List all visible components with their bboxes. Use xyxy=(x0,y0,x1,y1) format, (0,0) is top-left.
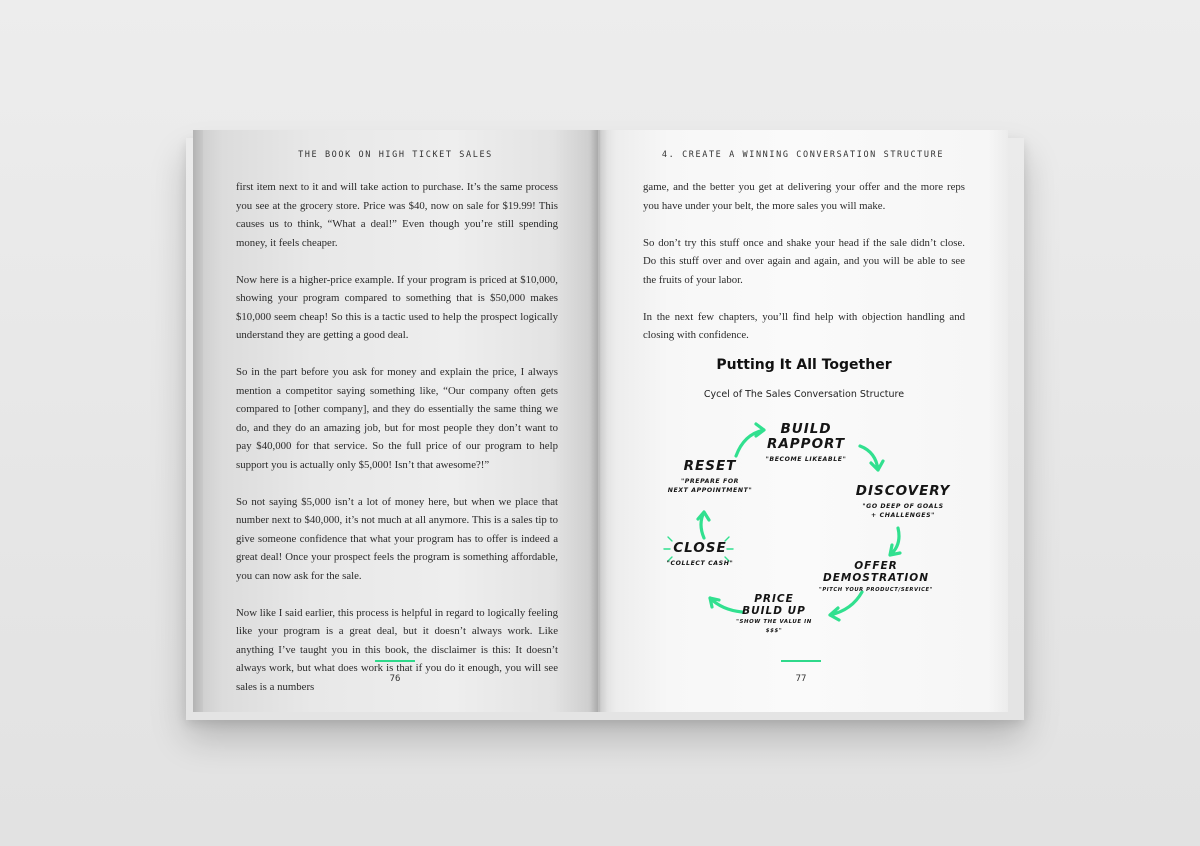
left-paragraph-4: So not saying $5,000 isn’t a lot of money here, but when we place that number next to $40,000, it’s not much at all anymore. This is a sales tip to give someone confidence that what your program has to offer is indeed a great deal! Once your prospect feels the program is something affordable, you can now ask for the sale. xyxy=(236,495,558,582)
left-page-number: 76 xyxy=(389,674,401,684)
step-price-build-up-subtitle: "SHOW THE VALUE IN $$$" xyxy=(736,619,812,634)
step-discovery xyxy=(843,484,963,520)
right-page xyxy=(598,130,1008,712)
arrow-discovery-to-offer xyxy=(890,528,900,555)
book-gutter xyxy=(590,130,608,712)
step-offer-demostration-title: OFFER DEMOSTRATION xyxy=(823,560,929,584)
left-body-text xyxy=(236,178,558,712)
step-build-rapport-subtitle: "BECOME LIKEABLE" xyxy=(765,456,847,463)
left-paragraph-1: first item next to it and will take action to purchase. It’s the same process you see at the grocery store. Price was $40, now on sale for $19.99! This causes us to think, “What a deal!” Even though you’re still spending money, it feels cheaper. xyxy=(236,181,558,249)
step-price-build-up-title: PRICE BUILD UP xyxy=(742,593,806,617)
left-page xyxy=(193,130,598,712)
step-price-build-up xyxy=(729,593,819,636)
right-running-head: 4. CREATE A WINNING CONVERSATION STRUCTURE xyxy=(661,150,945,160)
step-build-rapport xyxy=(756,422,856,464)
step-discovery-title: DISCOVERY xyxy=(855,483,951,499)
arrow-close-to-reset xyxy=(698,512,709,538)
sales-cycle-diagram xyxy=(598,410,1008,650)
step-close-subtitle: "COLLECT CASH" xyxy=(666,560,734,567)
figure-subtitle: Cycel of The Sales Conversation Structure xyxy=(703,389,905,400)
step-close-title: CLOSE xyxy=(673,540,727,556)
step-reset xyxy=(660,459,760,495)
left-paragraph-5: Now like I said earlier, this process is helpful in regard to logically feeling like your program is a great deal, but it doesn’t always work. Like anything I’ve taught you in this book, the disclaimer is this: It doesn’t always work, but what does work is that if you do it enough, you will see sales is a numbers xyxy=(236,606,558,693)
right-paragraph-2: So don’t try this stuff once and shake your head if the sale didn’t close. Do this stuff over and over again and again, and you will be able to see the fruits of your labor. xyxy=(643,236,965,286)
step-close xyxy=(660,541,740,568)
left-paragraph-2: Now here is a higher-price example. If your program is priced at $10,000, showing your program compared to something that is $50,000 makes $10,000 seem cheap! So this is a tactic used to help the prospect logically understand they are getting a good deal. xyxy=(236,273,558,341)
step-discovery-subtitle: "GO DEEP OF GOALS + CHALLENGES" xyxy=(862,503,944,519)
step-offer-demostration xyxy=(816,560,936,595)
right-paragraph-1: game, and the better you get at delivering your offer and the more reps you have under your belt, the more sales you will make. xyxy=(643,181,965,212)
arrow-offer-to-price xyxy=(830,592,862,620)
arrow-rapport-to-discovery xyxy=(860,446,883,470)
step-offer-demostration-subtitle: "PITCH YOUR PRODUCT/SERVICE" xyxy=(819,587,933,593)
left-paragraph-3: So in the part before you ask for money and explain the price, I always mention a competitor saying something like, “Our company often gets compared to [other company], and they do essentially the same thing we do, and they do an amazing job, but for most people they don’t want to pay $40,000 for that service. So the full price of our program to help support you is actually only $5,000! Isn’t that awesome?!” xyxy=(236,366,558,471)
right-body-text xyxy=(643,178,965,363)
step-reset-title: RESET xyxy=(683,458,737,474)
right-paragraph-3: In the next few chapters, you’ll find help with objection handling and closing with confidence. xyxy=(643,310,965,341)
right-folio-rule xyxy=(781,660,821,662)
left-folio-rule xyxy=(375,660,415,662)
step-build-rapport-title: BUILD RAPPORT xyxy=(766,421,846,452)
left-running-head: THE BOOK ON HIGH TICKET SALES xyxy=(298,150,493,160)
right-page-number: 77 xyxy=(795,674,807,684)
figure-title: Putting It All Together xyxy=(716,357,892,373)
step-reset-subtitle: "PREPARE FOR NEXT APPOINTMENT" xyxy=(667,478,753,494)
